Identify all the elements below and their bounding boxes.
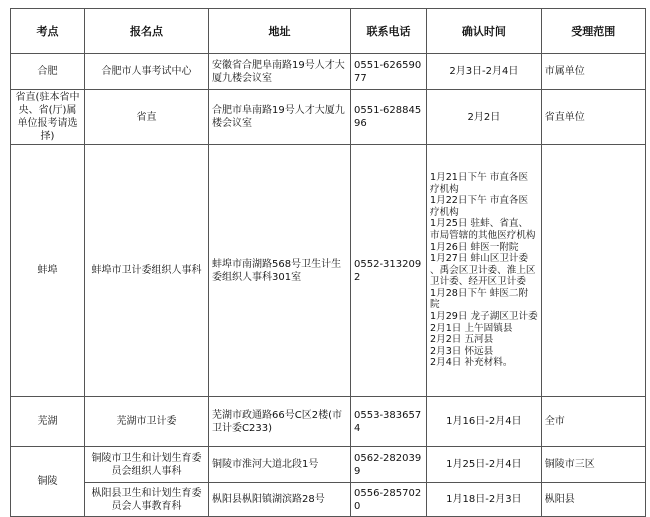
cell-office: 蚌埠市卫计委组织人事科 [85, 145, 209, 397]
schedule-line: 2月4日 补充材料。 [430, 357, 513, 369]
schedule-line: 疗机构 [430, 183, 459, 195]
schedule-line: 1月22日下午 市直各医 [430, 195, 529, 207]
cell-office: 铜陵市卫生和计划生育委员会组织人事科 [85, 447, 209, 483]
cell-time: 1月16日-2月4日 [427, 397, 542, 447]
cell-phone: 0556-2857020 [351, 483, 427, 517]
table-row-hefei [11, 54, 646, 90]
schedule-line: 卫计委、经开区卫计委 [430, 276, 526, 288]
cell-scope: 省直单位 [541, 90, 645, 145]
cell-site: 蚌埠 [11, 145, 85, 397]
cell-phone: 0553-3836574 [351, 397, 427, 447]
schedule-line: 1月25日 驻蚌、省直、 [430, 218, 529, 230]
cell-address: 合肥市阜南路19号人才大厦九楼会议室 [209, 90, 351, 145]
schedule-line: 2月3日 怀远县 [430, 345, 494, 357]
header-scope: 受理范围 [541, 9, 645, 54]
table-row-zongyang [11, 483, 646, 517]
schedule-line: 疗机构 [430, 206, 459, 218]
cell-phone: 0551-62659077 [351, 54, 427, 90]
schedule-line: 市局管辖的其他医疗机构 [430, 229, 536, 241]
cell-time: 2月3日-2月4日 [427, 54, 542, 90]
cell-address: 枞阳县枞阳镇湖滨路28号 [209, 483, 351, 517]
schedule-line: 1月29日 龙子湖区卫计委 [430, 311, 538, 323]
header-row [11, 9, 646, 54]
cell-address: 安徽省合肥阜南路19号人才大厦九楼会议室 [209, 54, 351, 90]
cell-time: 1月18日-2月3日 [427, 483, 542, 517]
cell-office: 枞阳县卫生和计划生育委员会人事教育科 [85, 483, 209, 517]
cell-scope: 市属单位 [541, 54, 645, 90]
schedule-line: 1月27日 蚌山区卫计委 [430, 253, 529, 265]
cell-address: 芜湖市政通路66号C区2楼(市卫计委C233) [209, 397, 351, 447]
header-address: 地址 [209, 9, 351, 54]
cell-site: 铜陵 [11, 447, 85, 517]
header-confirm-time: 确认时间 [427, 9, 542, 54]
schedule-line: 、禹会区卫计委、淮上区 [430, 264, 536, 276]
cell-phone: 0552-3132092 [351, 145, 427, 397]
header-exam-site: 考点 [11, 9, 85, 54]
schedule-line: 1月28日下午 蚌医二附 [430, 287, 529, 299]
cell-site: 芜湖 [11, 397, 85, 447]
schedule-line: 2月2日 五河县 [430, 334, 494, 346]
schedule-line: 1月21日下午 市直各医 [430, 171, 529, 183]
cell-time-schedule [427, 145, 542, 397]
header-registration-point: 报名点 [85, 9, 209, 54]
table-container [10, 8, 646, 517]
cell-time: 1月25日-2月4日 [427, 447, 542, 483]
cell-scope: 铜陵市三区 [541, 447, 645, 483]
cell-scope [541, 145, 645, 397]
cell-site: 合肥 [11, 54, 85, 90]
cell-site: 省直(驻本省中央、省(厅)属单位报考请选择) [11, 90, 85, 145]
cell-phone: 0551-62884596 [351, 90, 427, 145]
schedule-line: 1月26日 蚌医一附院 [430, 241, 519, 253]
cell-address: 铜陵市淮河大道北段1号 [209, 447, 351, 483]
cell-office: 合肥市人事考试中心 [85, 54, 209, 90]
schedule-line: 2月1日 上午固镇县 [430, 322, 513, 334]
cell-scope: 枞阳县 [541, 483, 645, 517]
table-row-tongling [11, 447, 646, 483]
table-row-wuhu [11, 397, 646, 447]
cell-scope: 全市 [541, 397, 645, 447]
table-row-shengzhi [11, 90, 646, 145]
cell-office: 省直 [85, 90, 209, 145]
schedule-line: 院 [430, 299, 440, 311]
table-row-bengbu [11, 145, 646, 397]
registration-table [10, 8, 646, 517]
cell-time: 2月2日 [427, 90, 542, 145]
cell-office: 芜湖市卫计委 [85, 397, 209, 447]
cell-phone: 0562-2820399 [351, 447, 427, 483]
cell-address: 蚌埠市南湖路568号卫生计生委组织人事科301室 [209, 145, 351, 397]
header-phone: 联系电话 [351, 9, 427, 54]
